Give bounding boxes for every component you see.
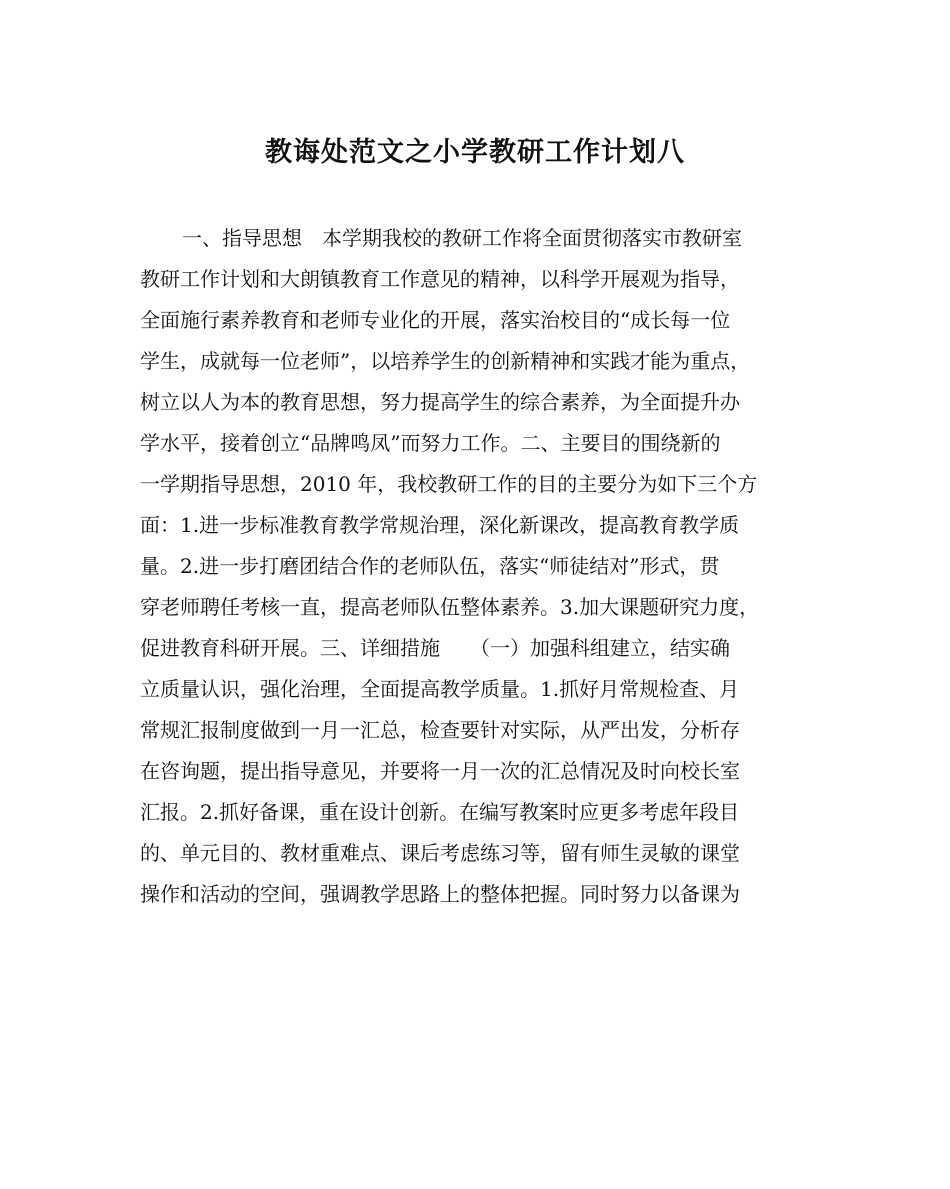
body-line: 的、单元目的、教材重难点、课后考虑练习等，留有师生灵敏的课堂 [140, 841, 740, 865]
body-line: 一、指导思想 本学期我校的教研工作将全面贯彻落实市教研室 [182, 226, 742, 250]
body-line: 量。2.进一步打磨团结合作的老师队伍，落实“师徒结对”形式，贯 [140, 554, 720, 578]
body-line: 汇报。2.抓好备课，重在设计创新。在编写教案时应更多考虑年段目 [140, 800, 740, 824]
document-title: 教诲处范文之小学教研工作计划八 [265, 137, 685, 168]
body-line: 操作和活动的空间，强调教学思路上的整体把握。同时努力以备课为 [140, 882, 740, 906]
document-body [140, 218, 816, 915]
body-line: 学生，成就每一位老师”，以培养学生的创新精神和实践才能为重点， [140, 349, 751, 373]
body-line: 常规汇报制度做到一月一汇总，检查要针对实际，从严出发，分析存 [140, 718, 740, 742]
body-line: 学水平，接着创立“品牌鸣凤”而努力工作。二、主要目的围绕新的 [140, 431, 721, 455]
body-line: 面：1.进一步标准教育教学常规治理，深化新课改，提高教育教学质 [140, 513, 740, 537]
body-line: 树立以人为本的教育思想，努力提高学生的综合素养，为全面提升办 [140, 390, 740, 414]
body-line: 穿老师聘任考核一直，提高老师队伍整体素养。3.加大课题研究力度， [140, 595, 760, 619]
body-line: 教研工作计划和大朗镇教育工作意见的精神，以科学开展观为指导， [140, 267, 740, 291]
body-line: 在咨询题，提出指导意见，并要将一月一次的汇总情况及时向校长室 [140, 759, 740, 783]
body-line: 全面施行素养教育和老师专业化的开展，落实治校目的“成长每一位 [140, 308, 731, 332]
body-line: 促进教育科研开展。三、详细措施 （一）加强科组建立，结实确 [140, 636, 730, 660]
body-line: 一学期指导思想，2010 年，我校教研工作的目的主要分为如下三个方 [140, 472, 758, 496]
body-line: 立质量认识，强化治理，全面提高教学质量。1.抓好月常规检查、月 [140, 677, 740, 701]
